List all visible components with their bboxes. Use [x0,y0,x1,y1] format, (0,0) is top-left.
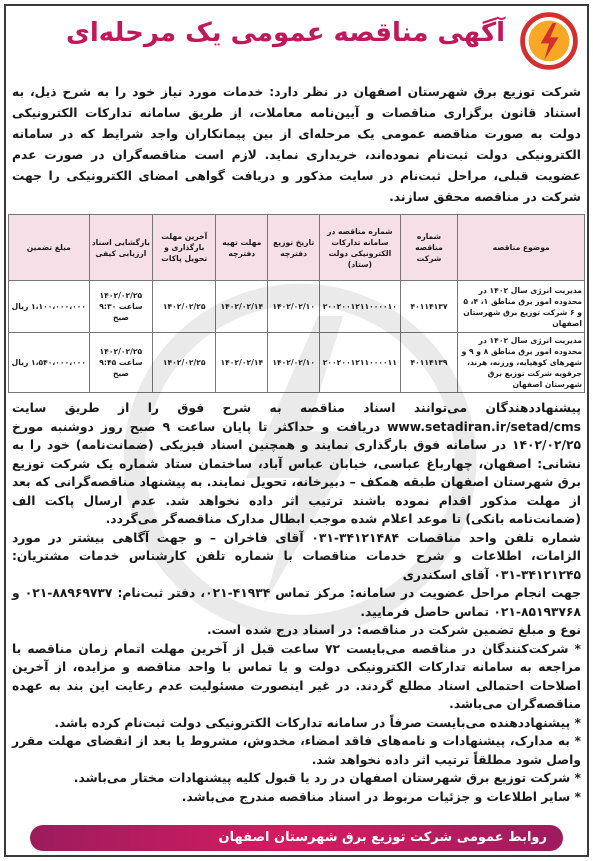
cell-prep-deadline: ۱۴۰۲/۰۲/۱۴ [216,333,268,393]
cell-guarantee: ۱،۱۰۰،۰۰۰،۰۰۰ ریال [9,281,90,333]
public-relations-footer: روابط عمومی شرکت توزیع برق شهرستان اصفهان [30,825,563,851]
intro-paragraph: شرکت توزیع برق شهرستان اصفهان در نظر دارد: خدمات مورد نیاز خود را به شرح ذیل، به استناد قانون برگزاری مناقصات و آیین‌نامه معاملات، از طریق سامانه تدارکات الکترونیکی دولت به صورت مناقصه عمومی یک مرحله‌ای از بین پیمانکاران واجد شرایط که در سامانه الکترونیکی دولت ثبت‌نام نموده‌اند، خریداری نماید. لازم است مناقصه‌گران در صورت عدم عضویت قبلی، مراحل ثبت‌نام در سایت مذکور و دریافت گواهی امضای الکترونیکی را جهت شرکت در مناقصه محقق سازند. [12,85,581,204]
page-frame [4,4,589,857]
cell-guarantee: ۱،۵۴۰،۰۰۰،۰۰۰ ریال [9,333,90,393]
body-paragraph-guarantee: نوع و مبلغ تضمین شرکت در مناقصه: در اسناد درج شده است. [206,623,581,637]
body-bullet-registration: * پیشنهاددهنده می‌بایست صرفاً در سامانه تدارکات الکترونیکی دولت ثبت‌نام کرده باشد. [54,715,581,730]
col-opening: بازگشایی اسناد ارزیابی کیفی [89,215,152,281]
col-guarantee: مبلغ تضمین [9,215,90,281]
cell-opening: ۱۴۰۲/۰۲/۲۵ ساعت ۹:۴۵ صبح [89,333,152,393]
body-paragraph-contact: شماره تلفن واحد مناقصات ۳۴۱۲۱۴۸۴-۰۳۱ آقای فاخران – و جهت آگاهی بیشتر در مورد الزامات، اطلاعات و شرح خدمات مناقصات با شماره تلفن کارشناس خدمات مشتریان: ۳۴۱۲۱۲۴۵-۰۳۱ آقای اسکندری [12,530,581,582]
setad-url-link[interactable]: www.setadiran.ir/setad/cms [387,419,581,434]
body-bullet-right-reserved: * شرکت توزیع برق شهرستان اصفهان در رد یا قبول کلیه پیشنهادات مختار می‌باشد. [73,771,581,785]
submission-text-before-url: پیشنهاددهندگان می‌توانند اسناد مناقصه به شرح فوق را از طریق سایت [12,401,581,415]
body-bullet-other-info: * سایر اطلاعات و جزئیات مربوط در اسناد مناقصه مندرج می‌باشد. [181,789,581,804]
body-paragraph-membership: جهت انجام مراحل عضویت در سامانه: مرکز تماس ۴۱۹۳۴-۰۲۱، دفتر ثبت‌نام: ۸۸۹۶۹۷۳۷-۰۲۱ و ۸۵۱۹۳۷۶۸-۰۲۱ تماس حاصل فرمایید. [12,586,581,619]
tavanir-lightning-logo-icon [519,10,579,72]
cell-setad-no: ۲۰۰۲۰۰۱۲۱۱۰۰۰۰۱۰ [320,281,401,333]
col-setad-no: شماره مناقصه در سامانه تدارکات الکترونیکی دولت (ستاد) [320,215,401,281]
body-bullet-amendments: * شرکت‌کنندگان در مناقصه می‌بایست ۷۲ ساعت قبل از آخرین مهلت اتمام زمان مناقصه با مراجعه به سامانه تدارکات الکترونیکی دولت و یا تماس با واحد مناقصه و مزایده، از آخرین اصلاحات احتمالی اسناد مطلع گردند. در غیر اینصورت مسئولیت عدم رعایت این بند به عهده مناقصه‌گران می‌باشد. [12,641,581,711]
cell-subject: مدیریت انرژی سال ۱۴۰۲ در محدوده امور برق مناطق ۸ و ۹ و شهرهای کوهپایه، ورزنه، هرند، جرقویه شرکت توزیع برق شهرستان اصفهان [458,333,585,393]
col-prep-deadline: مهلت تهیه دفترچه [216,215,268,281]
page-title: آگهی مناقصه عمومی یک مرحله‌ای [65,18,505,48]
cell-opening: ۱۴۰۲/۰۲/۲۵ ساعت ۹:۳۰ صبح [89,281,152,333]
cell-dist-date: ۱۴۰۲/۰۲/۱۰ [268,333,320,393]
cell-upload-deadline: ۱۴۰۲/۰۲/۲۵ [153,281,216,333]
col-company-no: شماره مناقصه شرکت [400,215,458,281]
submission-text-after-url: دریافت و حداکثر تا پایان ساعت ۹ صبح روز دوشنبه مورخ ۱۴۰۲/۰۲/۲۵ در سامانه فوق بارگذاری نمایند و همچنین اسناد فیزیکی (ضمانت‌نامه) خود را به نشانی: اصفهان، چهارباغ عباسی، خیابان عباس آباد، ساختمان ستاد شماره یک شرکت توزیع برق شهرستان اصفهان طبقه همکف – دبیرخانه، تحویل نمایند. به پیشنهاد مناقصه‌گرانی که بعد از مهلت مذکور اقدام نموده باشند ترتیب اثر داده نخواهد شد. عدم ارسال پاکت الف (ضمانت‌نامه بانکی) تا موعد اعلام شده موجب ابطال مدارک مناقصه‌گر می‌گردد. [12,419,581,526]
cell-prep-deadline: ۱۴۰۲/۰۲/۱۴ [216,281,268,333]
cell-company-no: ۴۰۱۱۴۱۳۷ [400,281,458,333]
body-bullet-invalid-docs: * به مدارک، پیشنهادات و نامه‌های فاقد امضاء، مخدوش، مشروط یا بعد از انقضای مهلت مقرر واصل شود مطلقاً ترتیب اثر داده نخواهد شد. [12,734,581,767]
cell-company-no: ۴۰۱۱۴۱۳۹ [400,333,458,393]
cell-subject: مدیریت انرژی سال ۱۴۰۲ در محدوده امور برق مناطق ۱، ۴، ۵ و ۶ شرکت توزیع برق شهرستان اصفهان [458,281,585,333]
cell-setad-no: ۲۰۰۲۰۰۱۲۱۱۰۰۰۰۱۱ [320,333,401,393]
col-dist-date: تاریخ توزیع دفترچه [268,215,320,281]
cell-dist-date: ۱۴۰۲/۰۲/۱۰ [268,281,320,333]
notice-header [8,6,585,72]
col-upload-deadline: آخرین مهلت بارگذاری و تحویل پاکات [153,215,216,281]
col-subject: موضوع مناقصه [458,215,585,281]
cell-upload-deadline: ۱۴۰۲/۰۲/۲۵ [153,333,216,393]
